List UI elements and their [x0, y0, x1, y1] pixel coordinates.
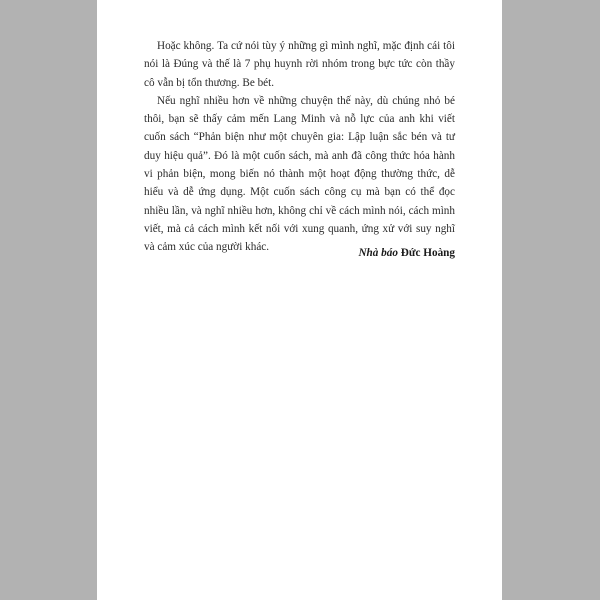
signature-role: Nhà báo — [358, 247, 398, 259]
page-body — [144, 37, 455, 257]
book-page — [97, 0, 502, 600]
paragraph: Hoặc không. Ta cứ nói tùy ý những gì mình nghĩ, mặc định cái tôi nói là Đúng và thế là 7 phụ huynh rời nhóm trong bực tức còn thầy cô vẫn bị tổn thương. Be bét. — [144, 40, 455, 89]
author-signature — [358, 246, 455, 260]
signature-name: Đức Hoàng — [400, 247, 455, 259]
paragraph: Nếu nghĩ nhiều hơn về những chuyện thế này, dù chúng nhỏ bé thôi, bạn sẽ thấy cảm mến Lang Minh và nỗ lực của anh khi viết cuốn sách “Phản biện như một chuyên gia: Lập luận sắc bén và tư duy hiệu quả”. Đó là một cuốn sách, mà anh đã công thức hóa hành vi phản biện, mong biến nó thành một hoạt động thường thức, dễ hiểu và dễ ứng dụng. Một cuốn sách công cụ mà bạn có thể đọc nhiều lần, và nghĩ nhiều hơn, không chỉ về cách mình nói, cách mình viết, mà cả cách mình kết nối với xung quanh, ứng xử với suy nghĩ và cảm xúc của người khác. — [144, 94, 455, 254]
